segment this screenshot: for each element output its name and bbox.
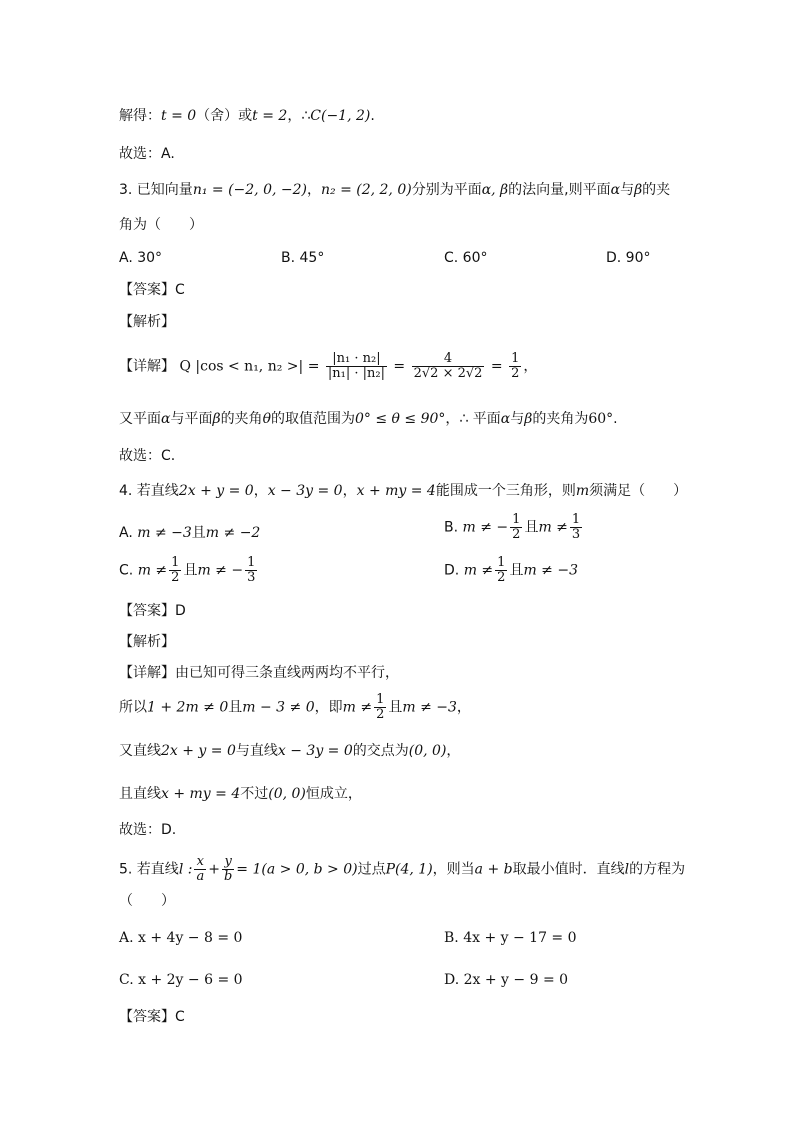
math: Q |cos < n₁, n₂ >| =	[179, 358, 320, 375]
math: C(−1, 2)	[310, 108, 371, 124]
question-4-stem: 4. 若直线2x + y = 0，x − 3y = 0，x + my = 4能围成一个三角形，则m须满足（ ）	[119, 483, 688, 499]
math: n₁ = (−2, 0, −2)	[192, 182, 307, 198]
detail-line: 且直线x + my = 4不过(0, 0)恒成立，	[119, 786, 362, 802]
text: ，	[523, 358, 538, 375]
option-a: A. m ≠ −3且m ≠ −2	[119, 525, 261, 541]
math: =	[490, 358, 503, 375]
option-d: D. m ≠ $\frac{1}{2}$ 且m ≠ −3	[444, 555, 578, 585]
option-d: D. 90°	[606, 250, 651, 266]
text: 3. 已知向量	[119, 182, 193, 198]
option-c: C. 60°	[444, 250, 488, 266]
text: ，∴	[287, 108, 311, 124]
math: t = 2	[252, 108, 288, 124]
text: 的夹	[642, 182, 671, 198]
fraction: $\frac{\text{|n₁ · n₂|}}{\text{|n₁| · |n₂|}}$	[327, 351, 385, 381]
analysis-label: 【解析】	[119, 314, 175, 330]
math: =	[393, 358, 406, 375]
option-b: B. m ≠ − $\frac{1}{2}$ 且m ≠ $\frac{1}{3}$	[444, 512, 581, 542]
text: 的法向量,则平面	[508, 182, 611, 198]
text: （舍）或	[196, 108, 253, 124]
solution-line	[119, 106, 375, 126]
math: t = 0	[161, 108, 197, 124]
choice-line: 故选：D.	[119, 822, 177, 838]
option-a: A. 30°	[119, 250, 163, 266]
choice-line: 故选：C.	[119, 448, 176, 464]
text: 与	[620, 182, 635, 198]
detail-line: 又直线2x + y = 0与直线x − 3y = 0的交点为(0, 0)，	[119, 743, 461, 759]
text: ，	[306, 182, 321, 198]
answer-label: 【答案】C	[119, 282, 185, 298]
detail-line: 【详解】由已知可得三条直线两两均不平行，	[119, 665, 399, 681]
math: α, β	[481, 182, 509, 198]
answer-label: 【答案】C	[119, 1009, 185, 1025]
choice-line: 故选：A.	[119, 146, 175, 162]
detail-formula	[119, 352, 537, 381]
option-d: D. 2x + y − 9 = 0	[444, 972, 569, 988]
fraction: $\frac{1}{2}$	[511, 351, 520, 381]
math: n₂ = (2, 2, 0)	[320, 182, 412, 198]
question-5-stem: 5. 若直线l : $\frac{x}{a}$ + $\frac{y}{b}$ = 1(a > 0, b > 0)过点P(4, 1)，则当a + b取最小值时．直线l的方程为	[119, 854, 686, 884]
question-3-stem-cont: 角为（ ）	[119, 217, 203, 233]
option-c: C. m ≠ $\frac{1}{2}$ 且m ≠ − $\frac{1}{3}$	[119, 555, 256, 585]
analysis-label: 【解析】	[119, 634, 175, 650]
option-c: C. x + 2y − 6 = 0	[119, 972, 243, 988]
question-3-stem	[119, 180, 670, 200]
text: .	[370, 108, 375, 124]
option-a: A. x + 4y − 8 = 0	[119, 930, 243, 946]
question-5-stem-cont: （ ）	[119, 893, 175, 909]
text: 分别为平面	[411, 182, 482, 198]
option-b: B. 4x + y − 17 = 0	[444, 930, 577, 946]
detail-line: 所以1 + 2m ≠ 0且m − 3 ≠ 0，即m ≠ $\frac{1}{2}$ 且m ≠ −3，	[119, 692, 471, 722]
math: α	[610, 182, 621, 198]
text: 【详解】	[119, 358, 175, 375]
detail-line-2: 又平面α与平面β的夹角θ的取值范围为0° ≤ θ ≤ 90°，∴ 平面α与β的夹角为60°.	[119, 411, 618, 427]
text: 解得：	[119, 108, 161, 124]
fraction: $\frac{4}{2√2 \times 2√2}$	[413, 351, 483, 381]
option-b: B. 45°	[281, 250, 325, 266]
answer-label: 【答案】D	[119, 603, 186, 619]
math: β	[634, 182, 643, 198]
